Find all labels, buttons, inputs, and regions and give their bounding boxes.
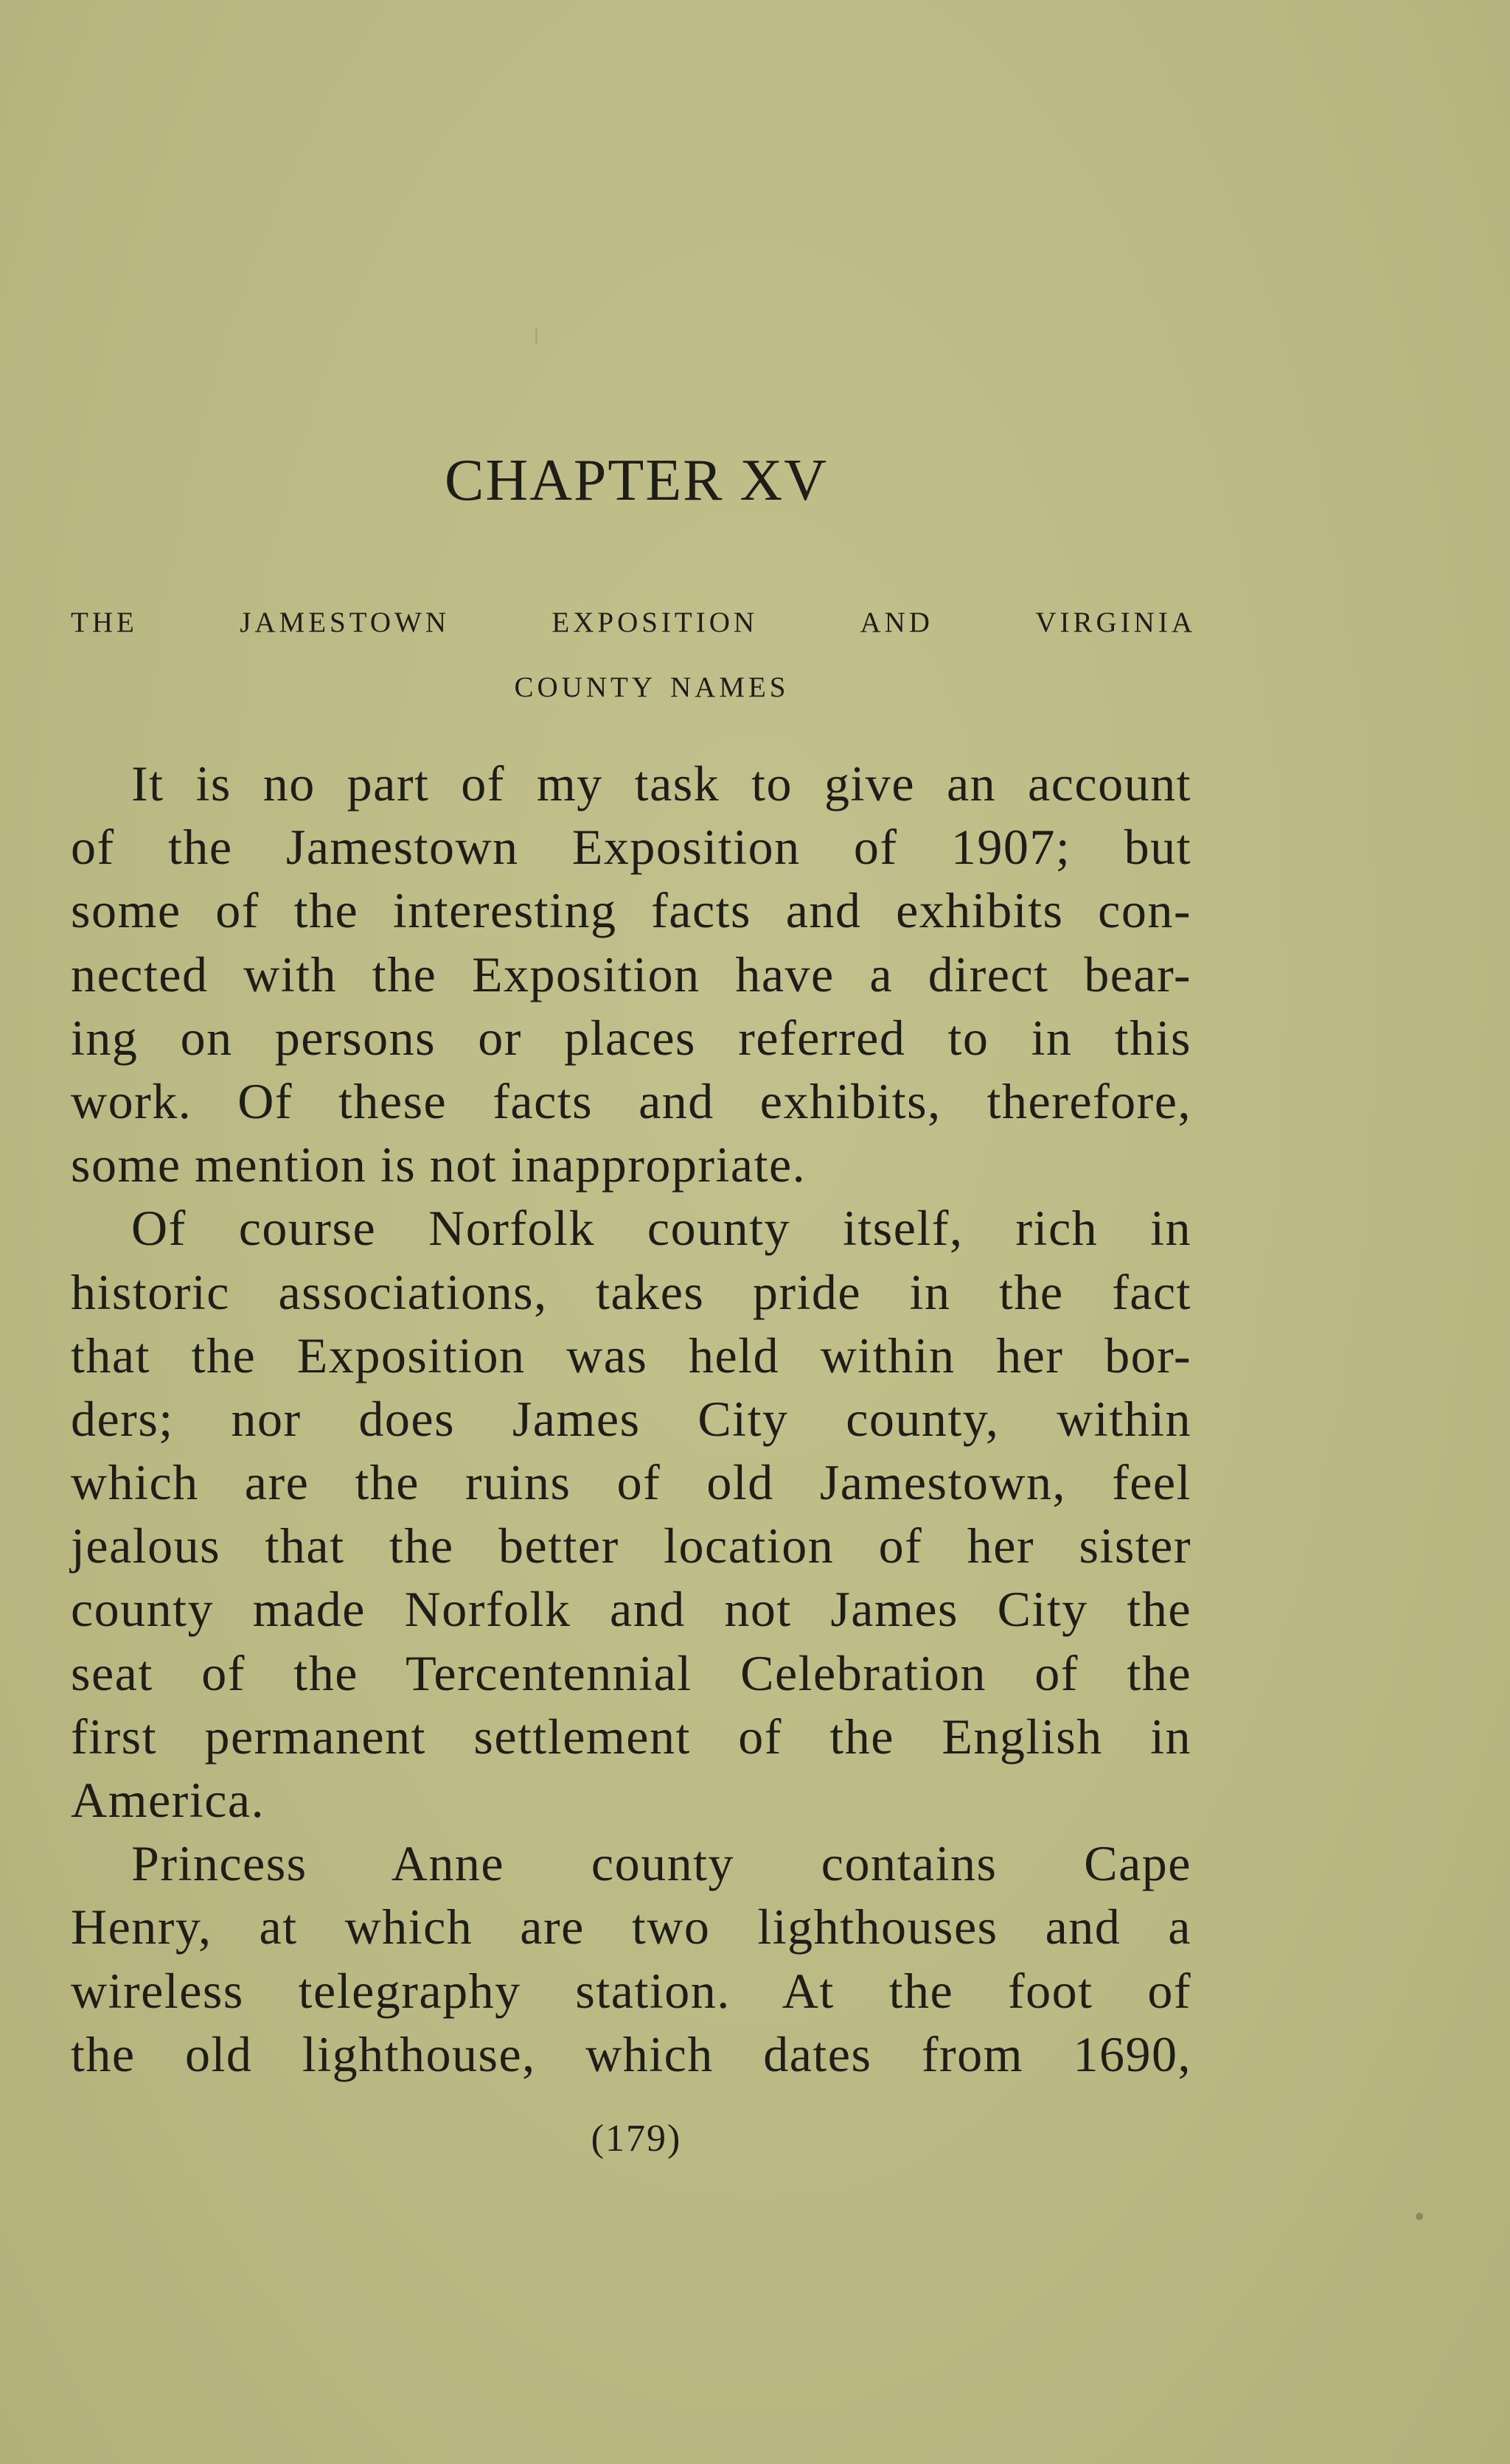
text-line: the old lighthouse, which dates from 1690, [71,2025,1191,2082]
body-text [71,752,1191,2086]
text-line: county made Norfolk and not James City the [71,1581,1191,1638]
text-line: that the Exposition was held within her bor- [71,1327,1191,1383]
text-line: Princess Anne county contains Cape [131,1835,1191,1892]
text-line: wireless telegraphy station. At the foot of [71,1962,1191,2019]
text-line: historic associations, takes pride in the fact [71,1263,1191,1320]
text-line: It is no part of my task to give an account [131,755,1191,812]
text-line: work. Of these facts and exhibits, therefore, [71,1072,1191,1129]
paper-speck [1416,2213,1423,2220]
text-line: seat of the Tercentennial Celebration of the [71,1644,1191,1701]
text-line: first permanent settlement of the English in [71,1708,1191,1765]
text-line: some of the interesting facts and exhibits con- [71,882,1191,939]
page-number: (179) [591,2118,682,2160]
text-line: which are the ruins of old Jamestown, feel [71,1454,1191,1511]
chapter-title-line: county names [514,660,790,706]
text-line: ders; nor does James City county, within [71,1390,1191,1447]
text-line: Of course Norfolk county itself, rich in [131,1200,1191,1257]
chapter-title [71,586,1196,716]
chapter-title-line: the jamestown exposition and virginia [71,596,1196,641]
text-line: ing on persons or places referred to in this [71,1009,1191,1066]
text-line: nected with the Exposition have a direct bear- [71,946,1191,1002]
text-line: Henry, at which are two lighthouses and a [71,1899,1191,1955]
paper-mark [535,327,537,343]
text-line: America. [71,1772,265,1828]
chapter-heading: CHAPTER XV [444,448,829,513]
text-line: of the Jamestown Exposition of 1907; but [71,819,1191,876]
text-line: some mention is not inappropriate. [71,1137,807,1193]
text-line: jealous that the better location of her sister [71,1518,1191,1574]
